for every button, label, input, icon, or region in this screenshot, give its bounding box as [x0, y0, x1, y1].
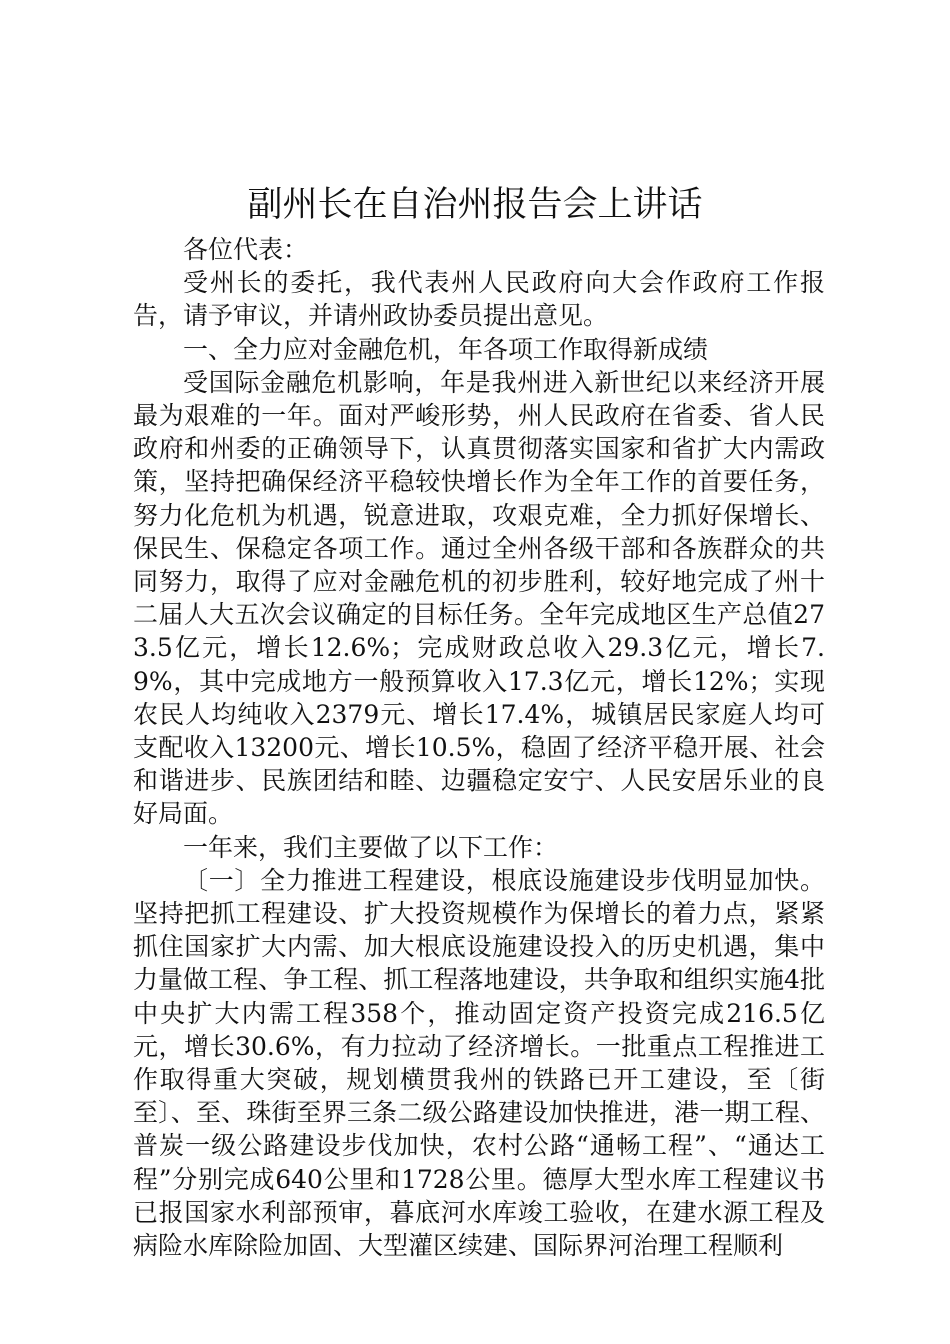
section-heading: 一、全力应对金融危机，年各项工作取得新成绩 — [183, 334, 709, 364]
summary-paragraph: 受国际金融危机影响，年是我州进入新世纪以来经济开展最为艰难的一年。面对严峻形势，州人民政府在省委、省人民政府和州委的正确领导下，认真贯彻落实国家和省扩大内需政策，坚持把确保经济平稳较快增长作为全年工作的首要任务，努力化危机为机遇，锐意进取，攻艰克难，全力抓好保增长、保民生、保稳定各项工作。通过全州各级干部和各族群众的共同努力，取得了应对金融危机的初步胜利，较好地完成了州十二届人大五次会议确定的目标任务。全年完成地区生产总值273.5亿元，增长12.6%；完成财政总收入29.3亿元，增长7.9%，其中完成地方一般预算收入17.3亿元，增长12%；实现农民人均纯收入2379元、增长17.4%，城镇居民家庭人均可支配收入13200元、增长10.5%，稳固了经济平稳开展、社会和谐进步、民族团结和睦、边疆稳定安宁、人民安居乐业的良好局面。 — [133, 367, 825, 829]
document-title: 副州长在自治州报告会上讲话 — [247, 185, 703, 225]
document-body — [133, 233, 825, 1262]
intro-paragraph: 受州长的委托，我代表州人民政府向大会作政府工作报告，请予审议，并请州政协委员提出意见。 — [133, 268, 825, 331]
work-intro-paragraph: 一年来，我们主要做了以下工作： — [183, 832, 559, 862]
salutation-paragraph: 各位代表： — [183, 235, 309, 264]
project-construction-paragraph: 〔一〕全力推进工程建设，根底设施建设步伐明显加快。坚持把抓工程建设、扩大投资规模作为保增长的着力点，紧紧抓住国家扩大内需、加大根底设施建设投入的历史机遇，集中力量做工程、争工程、抓工程落地建设，共争取和组织实施4批中央扩大内需工程358个，推动固定资产投资完成216.5亿元，增长30.6%，有力拉动了经济增长。一批重点工程推进工作取得重大突破，规划横贯我州的铁路已开工建设，至〔街至〕、至、珠街至界三条二级公路建设加快推进，港一期工程、普炭一级公路建设步伐加快，农村公路“通畅工程”、“通达工程”分别完成640公里和1728公里。德厚大型水库工程建议书已报国家水利部预审，暮底河水库竣工验收，在建水源工程及病险水库除险加固、大型灌区续建、国际界河治理工程顺利 — [133, 865, 825, 1261]
